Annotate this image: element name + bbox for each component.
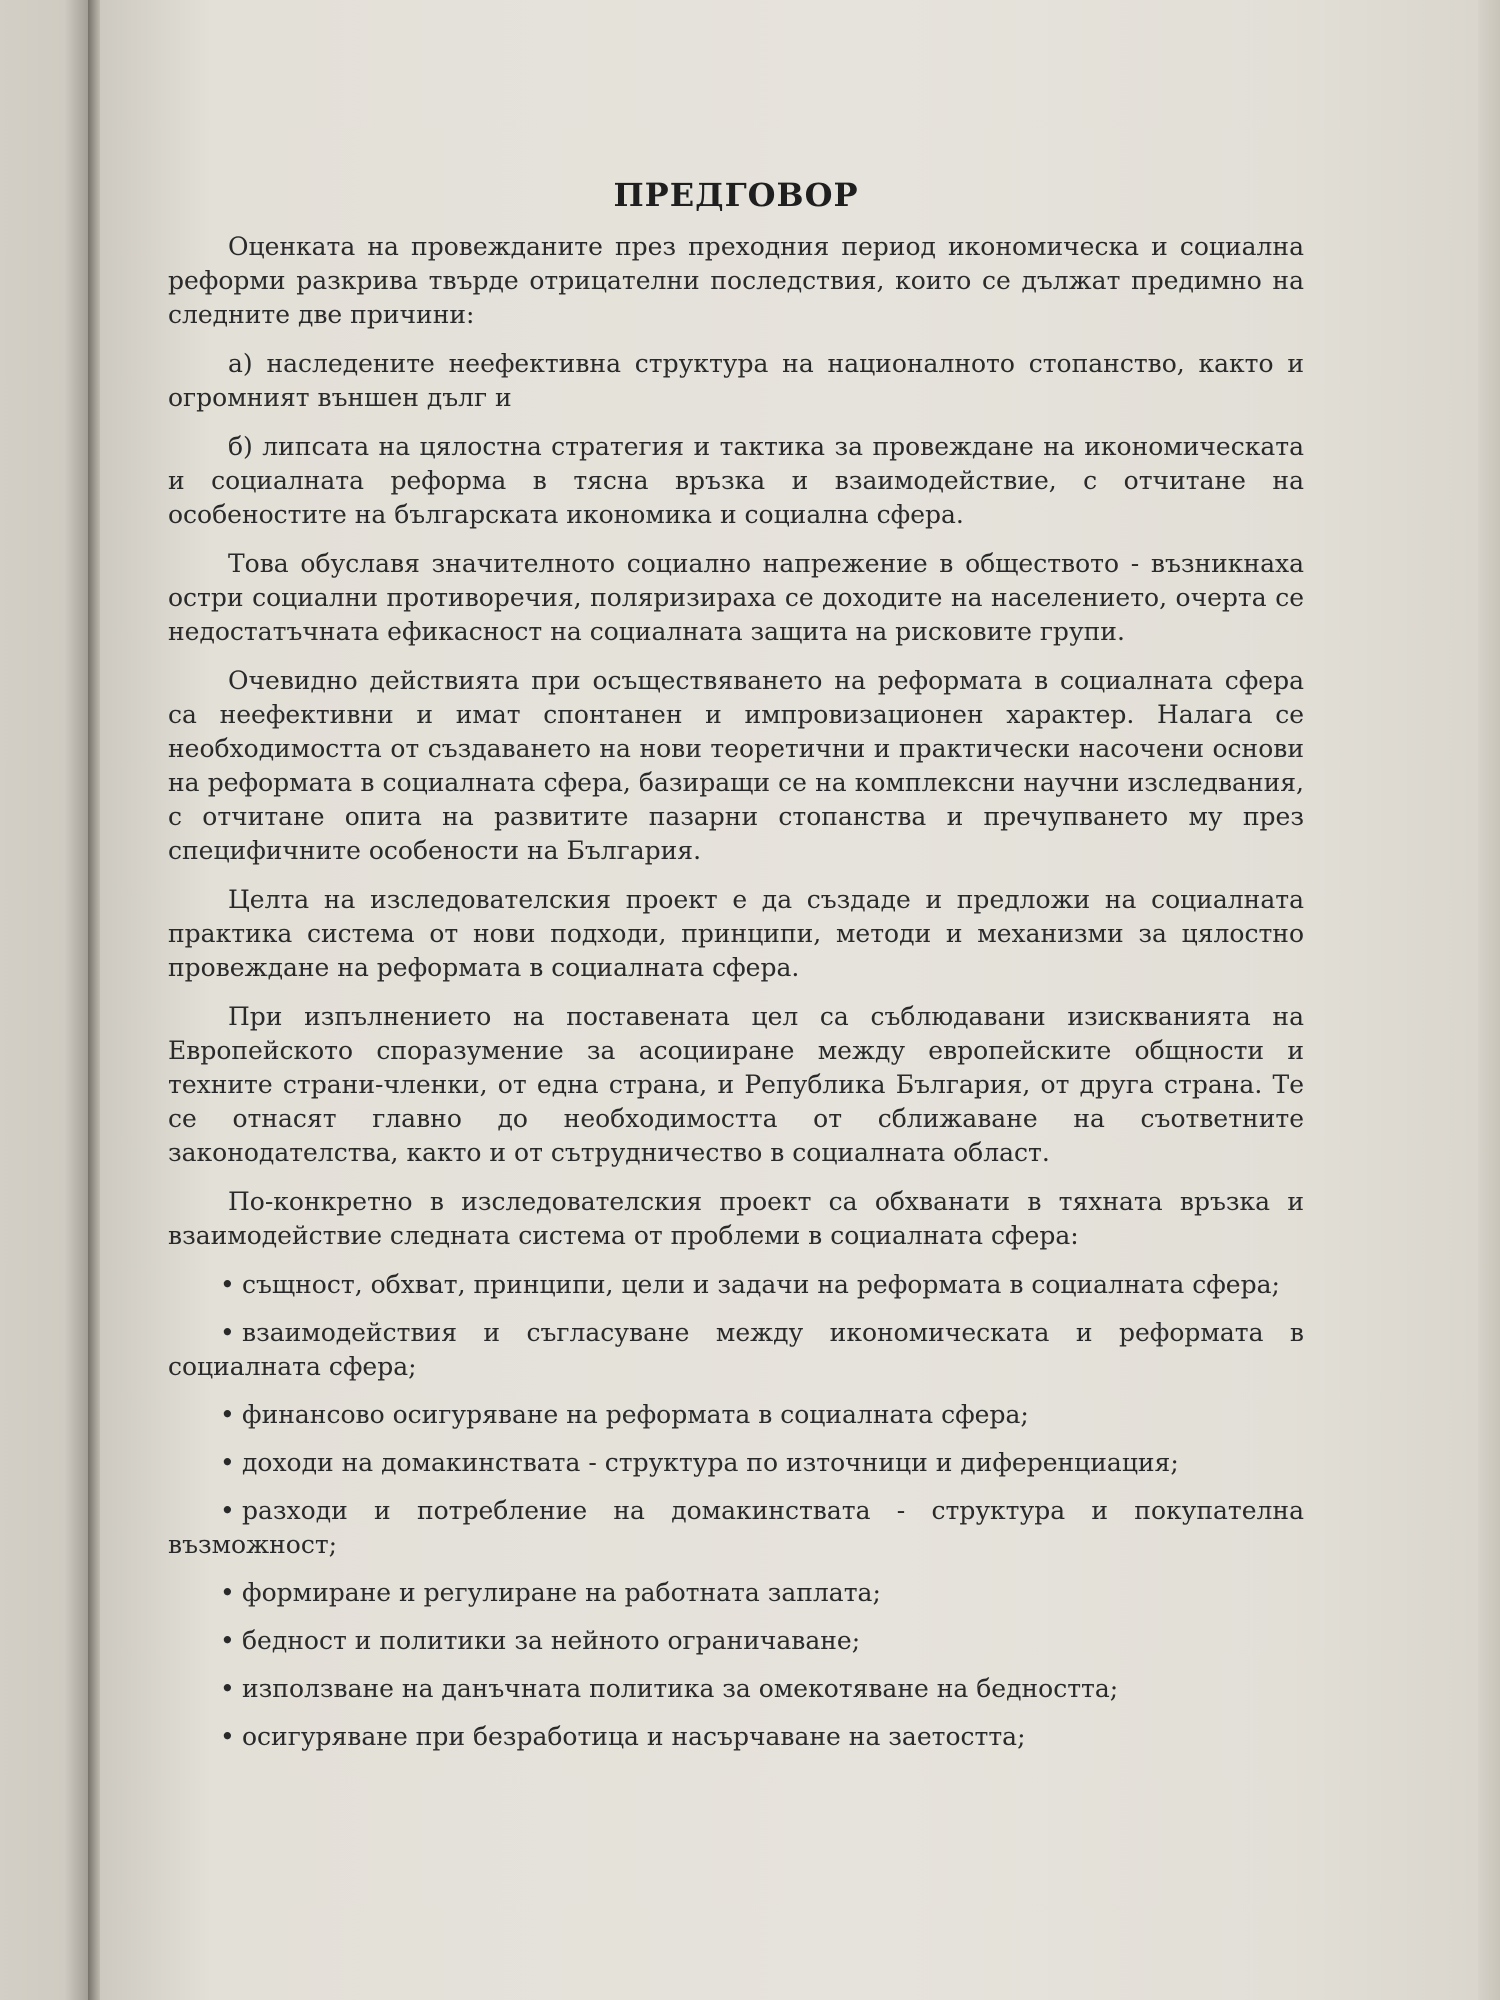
bullet-icon: •	[220, 1496, 235, 1525]
page-text	[168, 170, 1304, 1768]
list-item	[168, 1268, 1304, 1302]
list-item-text: формиране и регулиране на работната заплата;	[242, 1578, 881, 1607]
list-item	[168, 1720, 1304, 1754]
list-item	[168, 1316, 1304, 1384]
paragraph: Това обуславя значителното социално напрежение в обществото - възникнаха остри социални противоречия, поляризираха се доходите на населението, очерта се недостатъчната ефикасност на социалната защита на рисковите групи.	[168, 549, 1304, 646]
list-item	[168, 1398, 1304, 1432]
bullet-icon: •	[220, 1578, 235, 1607]
list-item	[168, 1494, 1304, 1562]
bullet-icon: •	[220, 1448, 235, 1477]
page-title: ПРЕДГОВОР	[613, 176, 859, 214]
paragraph: Оценката на провежданите през преходния период икономическа и социална реформи разкрива твърде отрицателни последствия, които се дължат предимно на следните две причини:	[168, 232, 1304, 329]
page-right-edge	[1478, 0, 1500, 2000]
list-item	[168, 1624, 1304, 1658]
paragraph: Целта на изследователския проект е да създаде и предложи на социалната практика система от нови подходи, принципи, методи и механизми за цялостно провеждане на реформата в социалната сфера.	[168, 885, 1304, 982]
bullet-icon: •	[220, 1270, 235, 1299]
bullet-icon: •	[220, 1318, 235, 1347]
paragraph: При изпълнението на поставената цел са съблюдавани изискванията на Европейското споразумение за асоцииране между европейските общности и техните страни-членки, от една страна, и Република България, от друга страна. Те се отнасят главно до необходимостта от сближаване на съответните законодателства, както и от сътрудничество в социалната област.	[168, 1002, 1304, 1167]
list-item-text: взаимодействия и съгласуване между икономическата и реформата в социалната сфера;	[168, 1318, 1304, 1381]
paragraph: б) липсата на цялостна стратегия и тактика за провеждане на икономическата и социалната реформа в тясна връзка и взаимодействие, с отчитане на особеностите на българската икономика и социална сфера.	[168, 432, 1304, 529]
paragraph: Очевидно действията при осъществяването на реформата в социалната сфера са неефективни и имат спонтанен и импровизационен характер. Налага се необходимостта от създаването на нови теоретични и практически насочени основи на реформата в социалната сфера, базиращи се на комплексни научни изследвания, с отчитане опита на развитите пазарни стопанства и пречупването му през специфичните особености на България.	[168, 666, 1304, 865]
bullet-icon: •	[220, 1400, 235, 1429]
list-item-text: осигуряване при безработица и насърчаване на заетостта;	[242, 1722, 1026, 1751]
list-item	[168, 1446, 1304, 1480]
left-page-edge	[0, 0, 92, 2000]
list-item-text: използване на данъчната политика за омекотяване на бедността;	[242, 1674, 1119, 1703]
bullet-icon: •	[220, 1722, 235, 1751]
list-item	[168, 1576, 1304, 1610]
list-item	[168, 1672, 1304, 1706]
list-item-text: разходи и потребление на домакинствата - структура и покупателна възможност;	[168, 1496, 1304, 1559]
bullet-icon: •	[220, 1674, 235, 1703]
paragraph: По-конкретно в изследователския проект са обхванати в тяхната връзка и взаимодействие следната система от проблеми в социалната сфера:	[168, 1187, 1304, 1250]
list-item-text: бедност и политики за нейното ограничаване;	[242, 1626, 861, 1655]
list-item-text: същност, обхват, принципи, цели и задачи на реформата в социалната сфера;	[242, 1270, 1280, 1299]
bullet-icon: •	[220, 1626, 235, 1655]
paragraph: а) наследените неефективна структура на националното стопанство, както и огромният външен дълг и	[168, 349, 1304, 412]
list-item-text: финансово осигуряване на реформата в социалната сфера;	[242, 1400, 1029, 1429]
list-item-text: доходи на домакинствата - структура по източници и диференциация;	[242, 1448, 1179, 1477]
